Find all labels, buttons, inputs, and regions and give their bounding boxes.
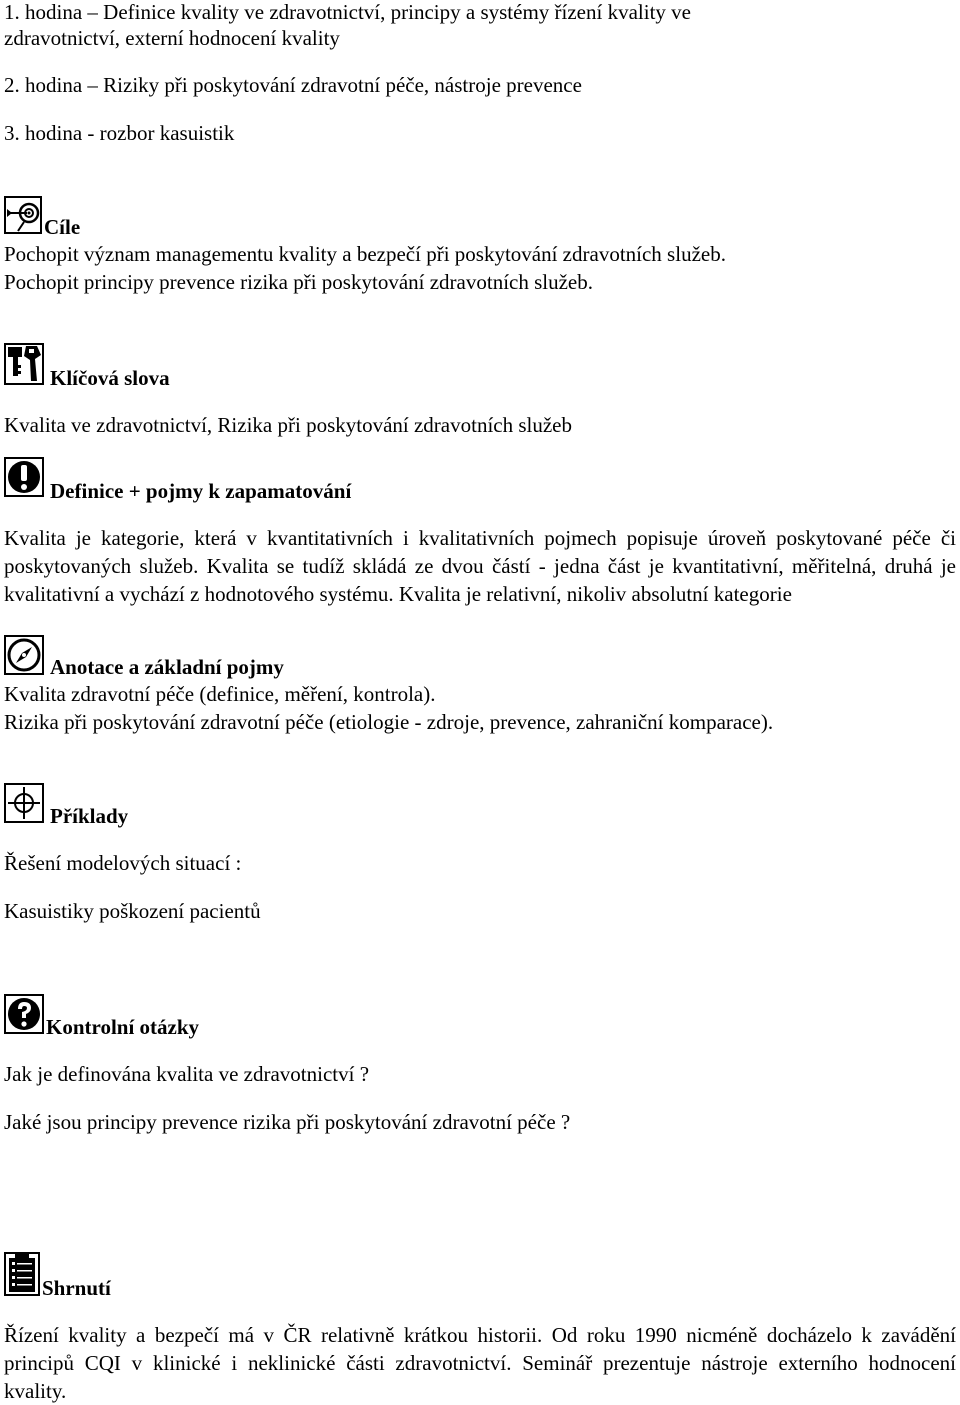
questions-heading: Kontrolní otázky — [46, 1015, 200, 1039]
annotation-line-2: Rizika při poskytování zdravotní péče (etiologie - zdroje, prevence, zahraniční komparace). — [4, 710, 774, 734]
compass-icon — [4, 635, 44, 675]
examples-heading: Příklady — [50, 804, 129, 828]
goals-line-2: Pochopit principy prevence rizika při poskytování zdravotních služeb. — [4, 270, 593, 294]
annotation-line-1: Kvalita zdravotní péče (definice, měření, kontrola). — [4, 682, 436, 706]
definitions-text: Kvalita je kategorie, která v kvantitativních i kvalitativních pojmech popisuje úroveň poskytované péče či poskytovaných služeb. Kvalita se tudíž skládá ze dvou částí - jedna část je kvantitativní, měřitelná, druhá je kvalitativní a vychází z hodnotového systému. Kvalita je relativní, nikoliv absolutní kategorie — [4, 526, 956, 606]
annotation-heading: Anotace a základní pojmy — [50, 655, 284, 679]
keywords-text: Kvalita ve zdravotnictví, Rizika při poskytování zdravotních služeb — [4, 413, 573, 437]
exclamation-icon — [4, 457, 44, 497]
checklist-icon — [4, 1252, 40, 1296]
schedule-line-1: 1. hodina – Definice kvality ve zdravotnictví, principy a systémy řízení kvality ve — [4, 0, 691, 24]
schedule-line-3: 2. hodina – Rizikу při poskytování zdravotní péče, nástroje prevence — [4, 73, 582, 97]
schedule-line-4: 3. hodina - rozbor kasuistik — [4, 121, 235, 145]
summary-text: Řízení kvality a bezpečí má v ČR relativně krátkou historii. Od roku 1990 nicméně docházelo k zavádění principů CQI v klinické i neklinické části zdravotnictví. Seminář prezentuje nástroje externího hodnocení kvality. — [4, 1323, 956, 1403]
schedule-line-2: zdravotnictví, externí hodnocení kvality — [4, 26, 340, 50]
questions-line-2: Jaké jsou principy prevence rizika při poskytování zdravotní péče ? — [4, 1110, 571, 1134]
definitions-heading: Definice + pojmy k zapamatování — [50, 479, 352, 503]
crosshair-icon — [4, 783, 44, 823]
question-icon — [4, 994, 44, 1034]
keys-icon — [4, 343, 44, 385]
questions-line-1: Jak je definována kvalita ve zdravotnictví ? — [4, 1062, 370, 1086]
target-icon — [4, 196, 42, 234]
goals-line-1: Pochopit význam managementu kvality a bezpečí při poskytování zdravotních služeb. — [4, 242, 726, 266]
goals-heading: Cíle — [44, 215, 81, 239]
examples-line-2: Kasuistiky poškození pacientů — [4, 899, 261, 923]
keywords-heading: Klíčová slova — [50, 366, 170, 390]
examples-line-1: Řešení modelových situací : — [4, 851, 242, 875]
summary-heading: Shrnutí — [42, 1276, 111, 1300]
